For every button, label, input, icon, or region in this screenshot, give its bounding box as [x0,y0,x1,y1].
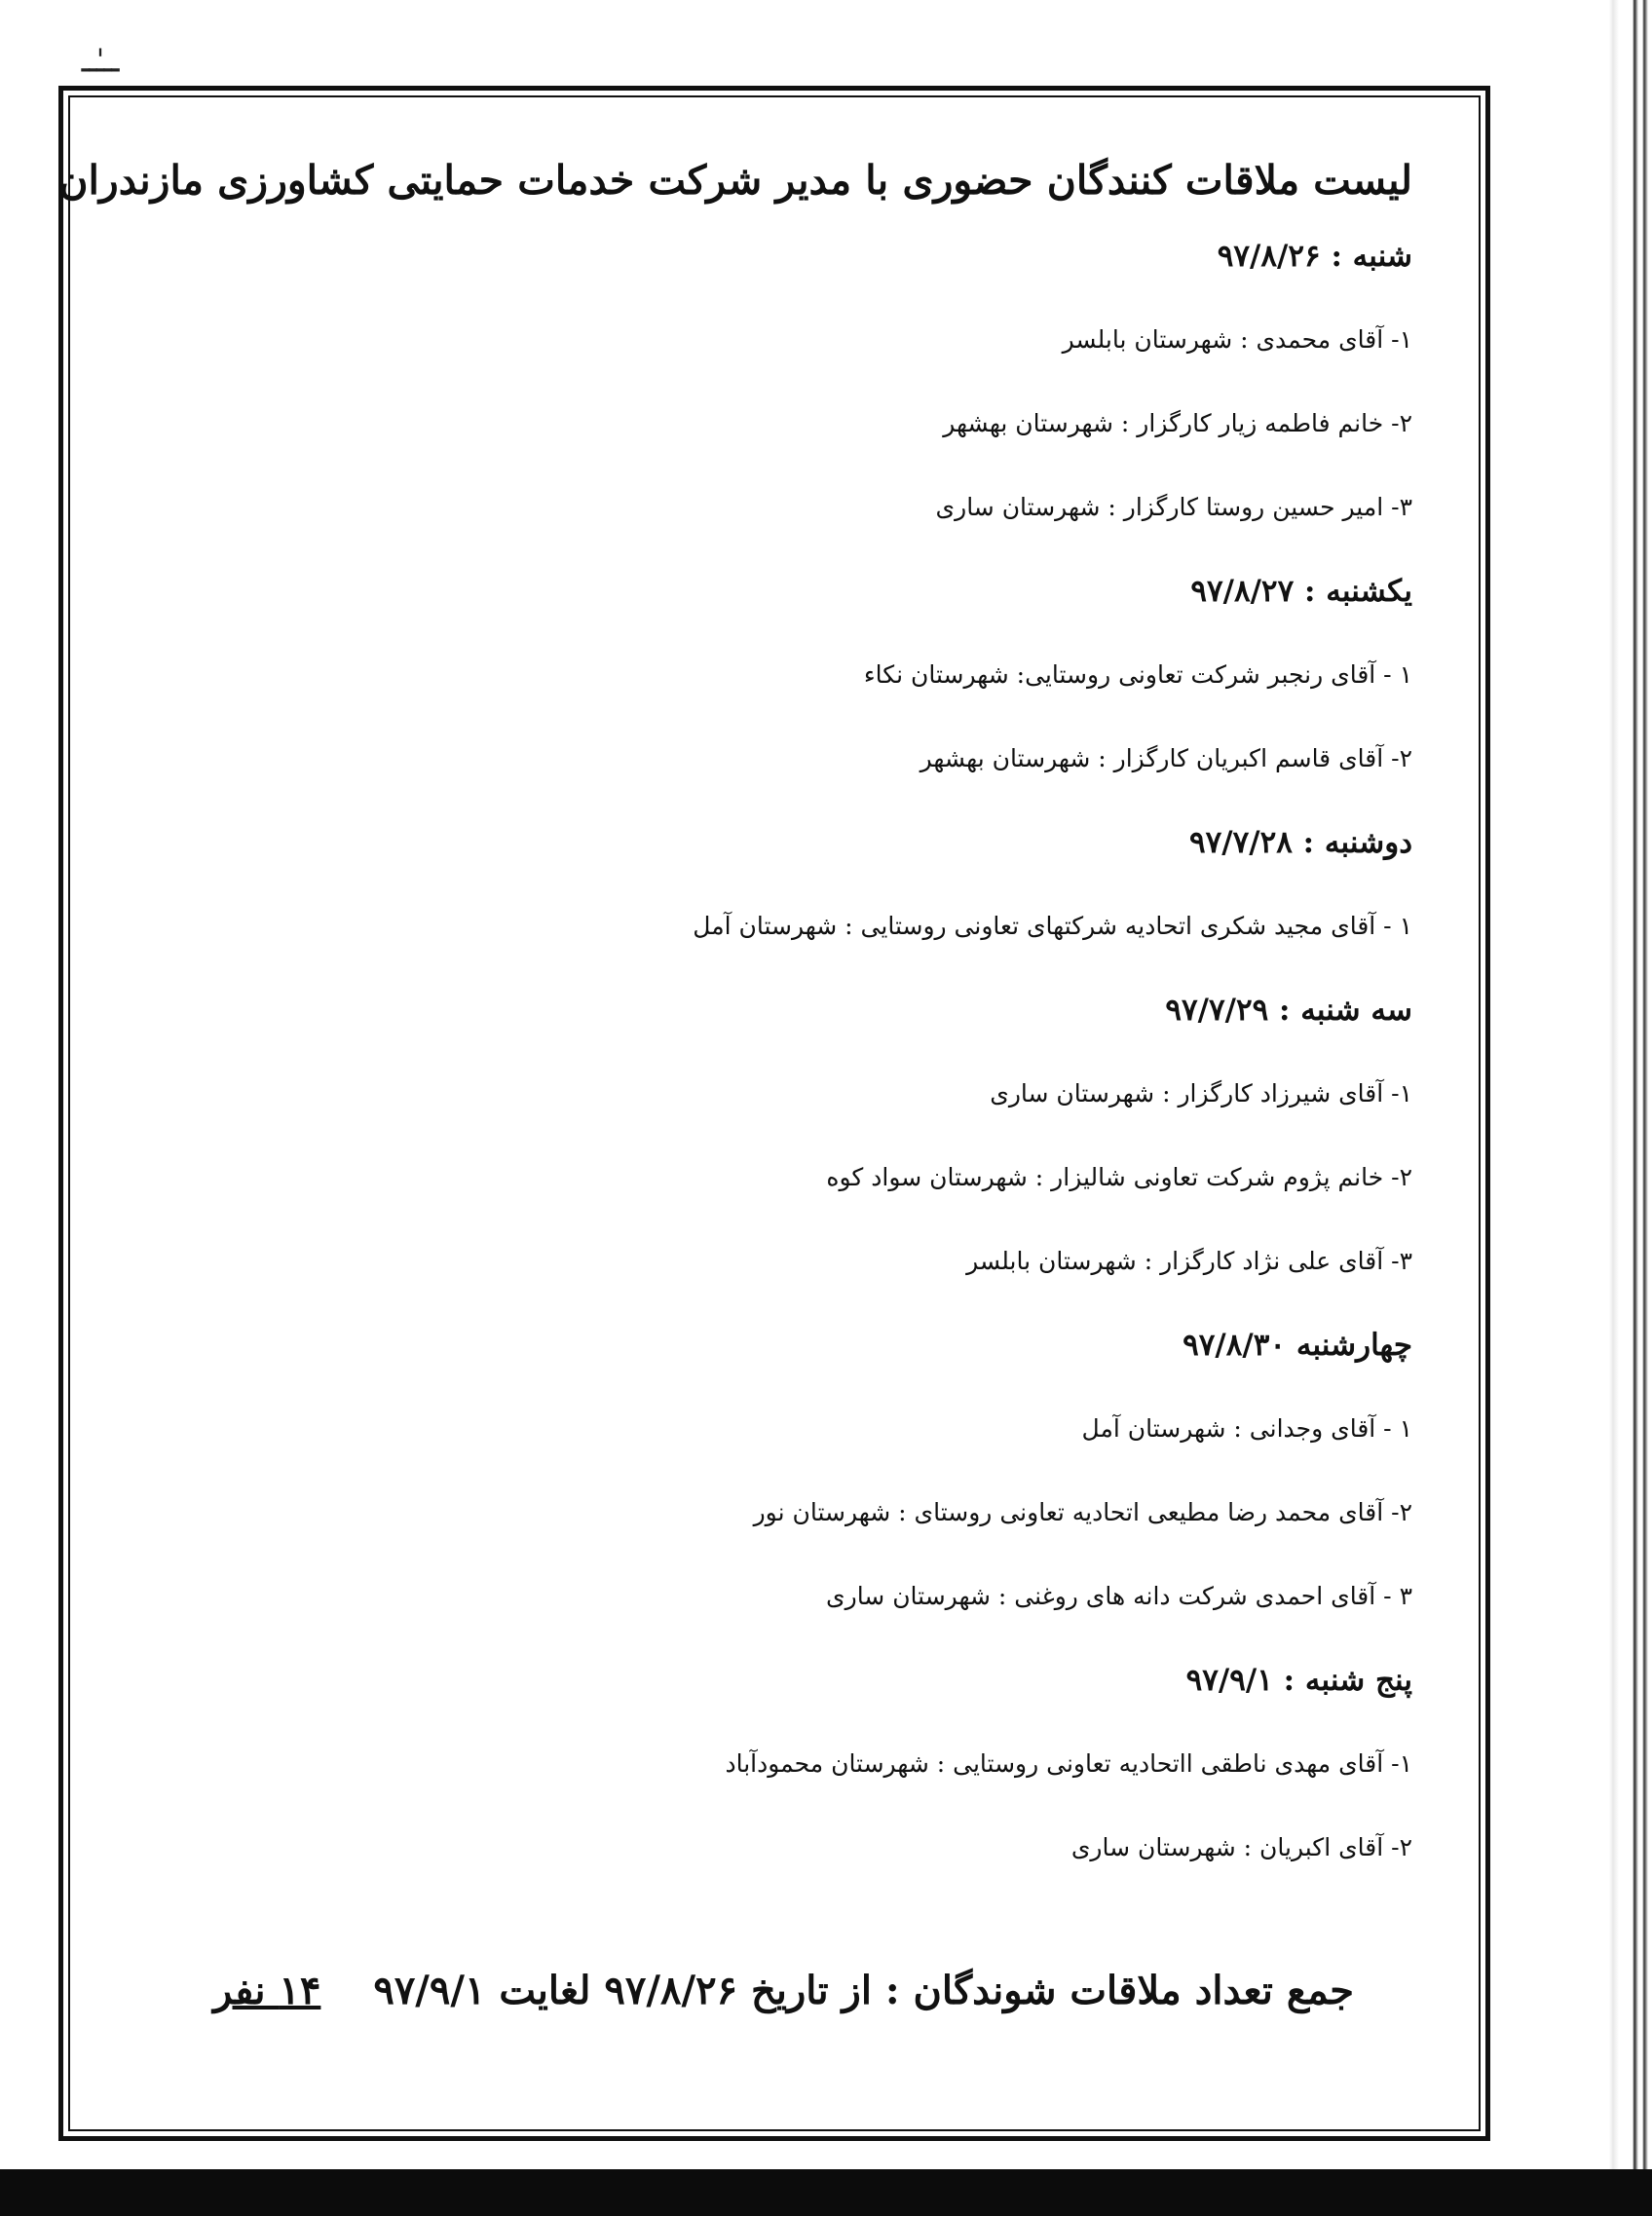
day-heading: پنج شنبه : ۹۷/۹/۱ [1185,1663,1412,1698]
visitor-entry: ۱- آقای مهدی ناطقی ااتحادیه تعاونی روستایی : شهرستان محمودآباد [725,1749,1412,1778]
visitor-entry: ۱ - آقای رنجبر شرکت تعاونی روستایی: شهرستان نکاء [863,660,1412,689]
visitor-entry: ۳- آقای علی نژاد کارگزار : شهرستان بابلسر [966,1247,1412,1275]
day-heading: سه شنبه : ۹۷/۷/۲۹ [1165,993,1412,1028]
visitor-entry: ۱ - آقای مجید شکری اتحادیه شرکتهای تعاونی روستایی : شهرستان آمل [693,912,1412,940]
scan-right-edge [1599,0,1652,2216]
scan-bottom-bar [0,2169,1652,2216]
visitor-entry: ۲- خانم فاطمه زیار کارگزار : شهرستان بهشهر [943,409,1412,437]
visitor-entry: ۱ - آقای وجدانی : شهرستان آمل [1081,1414,1412,1443]
visitor-entry: ۳ - آقای احمدی شرکت دانه های روغنی : شهرستان ساری [826,1582,1412,1610]
visitor-entry: ۲- آقای قاسم اکبریان کارگزار : شهرستان بهشهر [920,744,1412,772]
total-count: ۱۴ نفر [213,1968,321,2013]
document-title: لیست ملاقات کنندگان حضوری با مدیر شرکت خدمات حمایتی کشاورزی مازندران [58,157,1412,204]
total-visitors-line [205,1968,1354,2013]
document-body [58,146,1412,1890]
total-label: جمع تعداد ملاقات شوندگان : از تاریخ ۹۷/۸/۲۶ لغایت ۹۷/۹/۱ [373,1968,1354,2013]
visitor-entry: ۱- آقای محمدی : شهرستان بابلسر [1062,325,1412,354]
visitor-entry: ۲- آقای محمد رضا مطیعی اتحادیه تعاونی روستای : شهرستان نور [753,1498,1412,1526]
visitor-entry: ۲- آقای اکبریان : شهرستان ساری [1070,1833,1412,1861]
day-heading: شنبه : ۹۷/۸/۲۶ [1217,239,1412,274]
visitor-entry: ۲- خانم پژوم شرکت تعاونی شالیزار : شهرستان سواد کوه [826,1163,1412,1191]
visitor-entry: ۱- آقای شیرزاد کارگزار : شهرستان ساری [990,1079,1412,1108]
corner-mark: ـــٰــ [82,49,120,78]
day-heading: دوشنبه : ۹۷/۷/۲۸ [1188,825,1412,860]
day-heading: یکشنبه : ۹۷/۸/۲۷ [1190,574,1412,609]
visitor-entry: ۳- امیر حسین روستا کارگزار : شهرستان ساری [935,493,1412,521]
day-heading: چهارشنبه ۹۷/۸/۳۰ [1183,1328,1412,1363]
